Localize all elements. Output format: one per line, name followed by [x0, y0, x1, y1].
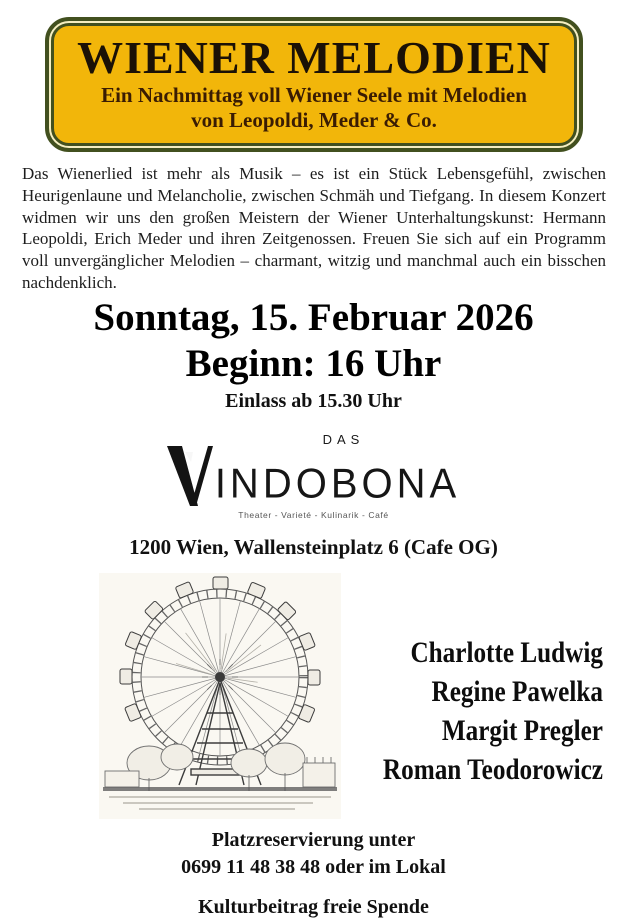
event-date-heading	[0, 295, 627, 387]
reservation-phone: 0699 11 48 38 48 oder im Lokal	[181, 855, 446, 878]
performer-list	[341, 573, 627, 819]
header-plaque	[45, 17, 583, 152]
plaque-outer-border	[45, 17, 583, 152]
donation-note: Kulturbeitrag freie Spende	[198, 895, 429, 918]
ferris-wheel-icon	[99, 573, 341, 819]
event-begin-time: Beginn: 16 Uhr	[185, 341, 442, 385]
logo-das-text: DAS	[322, 431, 365, 447]
event-subtitle-line2: von Leopoldi, Meder & Co.	[191, 108, 437, 132]
performer-name: Charlotte Ludwig	[410, 635, 603, 669]
event-title: WIENER MELODIEN	[77, 32, 551, 83]
vindobona-v-icon	[167, 446, 213, 506]
riesenrad-sketch-image	[99, 573, 341, 819]
admission-time: Einlass ab 15.30 Uhr	[225, 389, 402, 412]
venue-address: 1200 Wien, Wallensteinplatz 6 (Cafe OG)	[129, 534, 498, 559]
main-visual-row	[0, 573, 627, 819]
logo-wordmark: INDOBONA	[214, 460, 461, 507]
performer-name: Regine Pawelka	[431, 674, 603, 708]
reservation-line1: Platzreservierung unter	[211, 828, 416, 851]
logo-tagline: Theater - Varieté - Kulinarik - Café	[238, 509, 389, 520]
vindobona-logo	[0, 433, 627, 520]
event-date: Sonntag, 15. Februar 2026	[93, 295, 534, 339]
performer-name: Roman Teodorowicz	[382, 752, 603, 786]
intro-paragraph: Das Wienerlied ist mehr als Musik – es ist ein Stück Lebensgefühl, zwischen Heurigenlaune und Melancholie, zwischen Schmäh und Tiefgang. In diesem Konzert widmen wir uns den großen Meistern der Wiener Unterhaltungskunst: Hermann Leopoldi, Erich Meder und ihren Zeitgenossen. Freuen Sie sich auf ein Programm voll unvergänglicher Melodien – charmant, witzig und manchmal auch ein bisschen nachdenklich.	[22, 164, 606, 292]
plaque-inner	[51, 23, 577, 146]
event-subtitle-line1: Ein Nachmittag voll Wiener Seele mit Melodien	[101, 83, 527, 107]
footer	[0, 827, 627, 919]
performer-name: Margit Pregler	[441, 713, 603, 747]
